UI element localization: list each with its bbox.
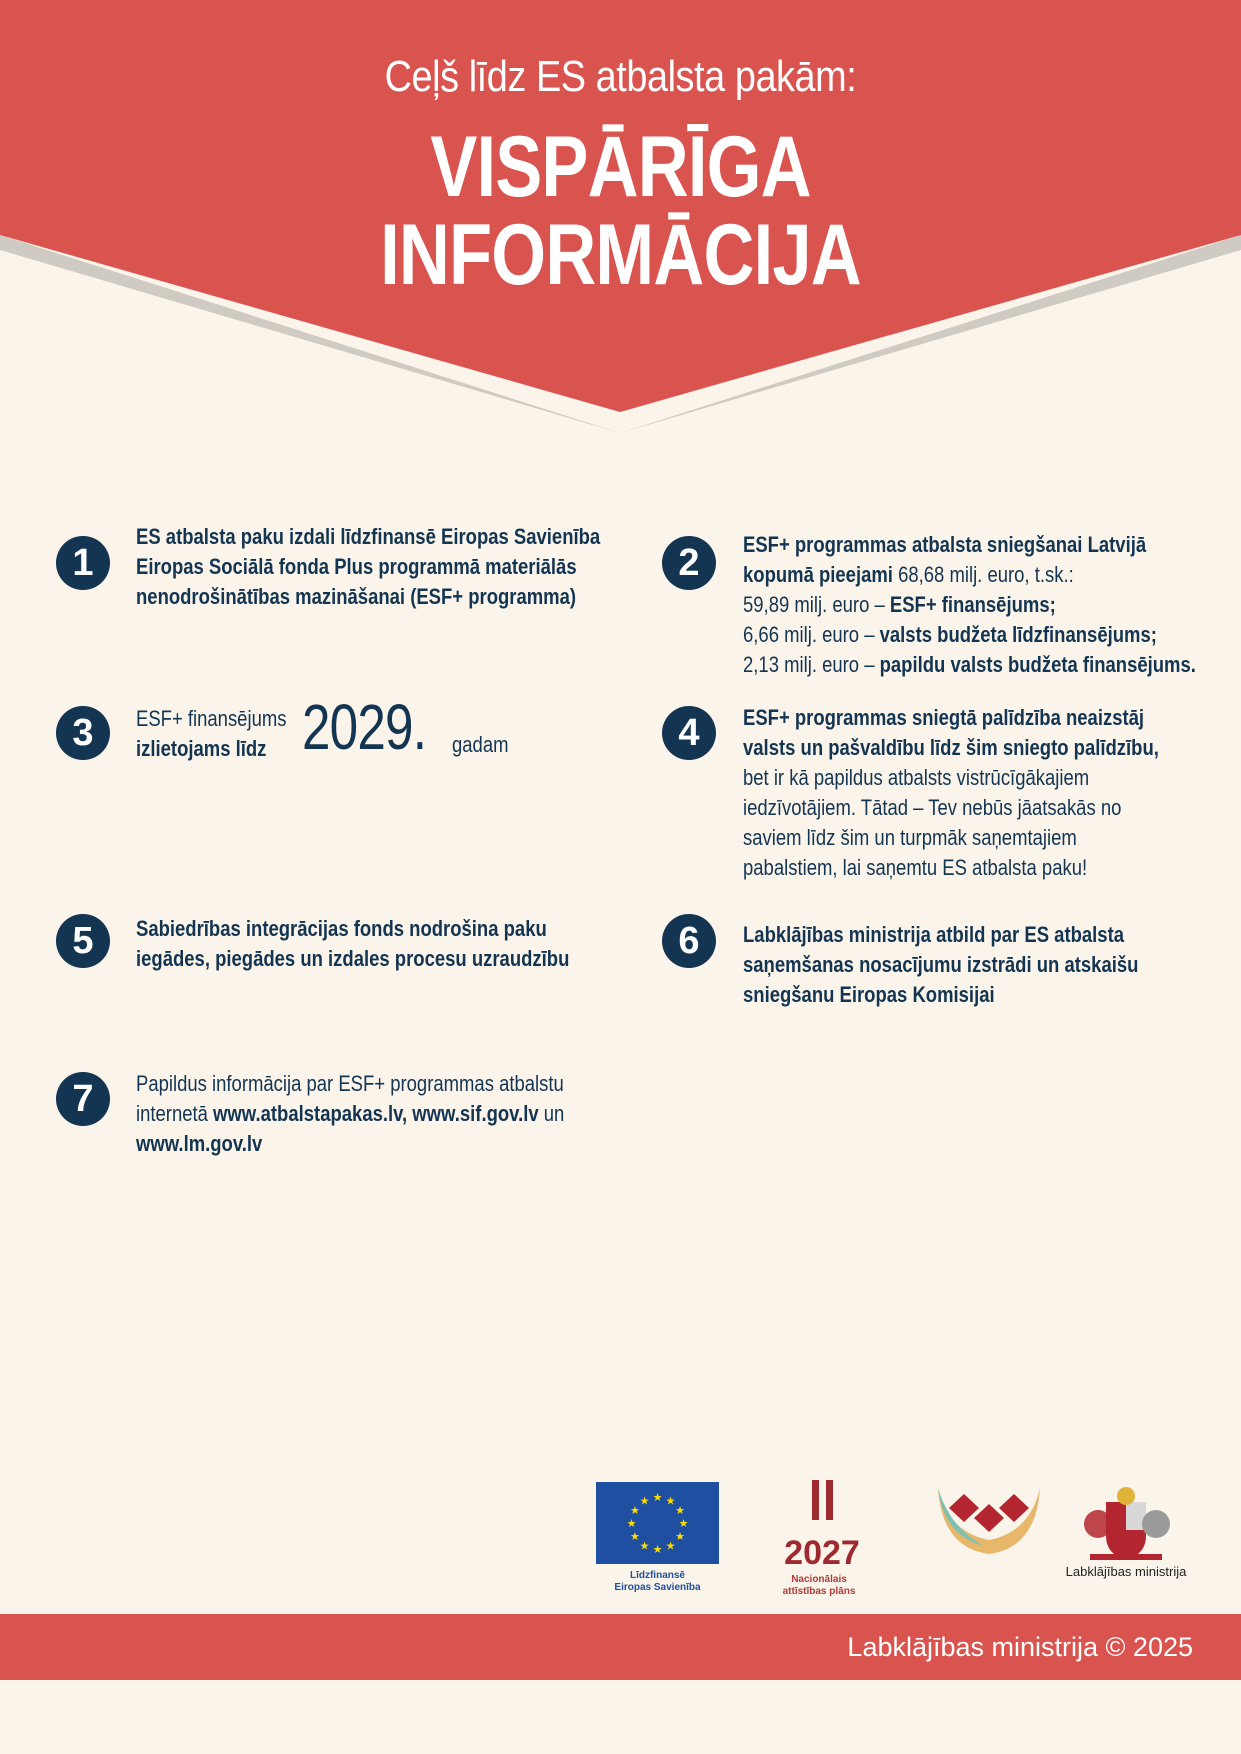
text-line <box>743 950 1138 980</box>
text-line <box>743 980 1138 1010</box>
text-segment: 68,68 milj. euro, t.sk.: <box>892 562 1074 587</box>
info-text <box>136 1069 564 1159</box>
text-line <box>136 582 600 612</box>
national-plan-logo <box>774 1478 874 1574</box>
text-line <box>743 703 1159 733</box>
latvia-coat-of-arms-logo <box>1076 1480 1176 1564</box>
text-segment: ESF+ finansējums <box>136 706 287 731</box>
text-segment: Eiropas Sociālā fonda Plus programmā materiālās <box>136 554 577 579</box>
text-segment: iegādes, piegādes un izdales procesu uzraudzību <box>136 946 570 971</box>
footer-copyright: Labklājības ministrija © 2025 <box>847 1632 1193 1662</box>
text-line <box>743 560 1196 590</box>
eu-star-icon: ★ <box>630 1505 640 1517</box>
text-segment: valsts budžeta līdzfinansējums; <box>879 622 1157 647</box>
national-plan-year: 2027 <box>784 1534 860 1572</box>
text-line <box>743 793 1159 823</box>
eu-star-icon: ★ <box>639 1495 650 1508</box>
eu-star-icon: ★ <box>630 1531 640 1543</box>
deadline-year: 2029. <box>302 691 427 763</box>
text-segment: saņemšanas nosacījumu izstrādi un atskaišu <box>743 952 1139 977</box>
text-segment: 2,13 milj. euro – <box>743 652 880 677</box>
number-badge: 7 <box>56 1072 110 1126</box>
text-segment: 59,89 milj. euro – <box>743 592 890 617</box>
eu-star-icon: ★ <box>675 1531 685 1543</box>
text-segment: ESF+ finansējums; <box>889 592 1056 617</box>
number-badge: 1 <box>56 536 110 590</box>
text-line <box>743 763 1159 793</box>
text-segment: 6,66 milj. euro – <box>743 622 880 647</box>
text-line <box>136 704 286 734</box>
text-segment: www.atbalstapakas.lv, www.sif.gov.lv <box>213 1101 539 1126</box>
national-plan-caption: Nacionālais attīstības plāns <box>782 1574 856 1597</box>
deadline-year-suffix: gadam <box>452 732 509 757</box>
eu-star-icon: ★ <box>652 1544 663 1556</box>
text-line <box>743 590 1196 620</box>
text-segment: valsts un pašvaldību līdz šim sniegto palīdzību, <box>743 735 1159 760</box>
header-title-line-1: VISPĀRĪGA <box>430 119 811 215</box>
text-line <box>743 650 1196 680</box>
text-line <box>136 1099 564 1129</box>
footer-bar <box>0 1614 1241 1680</box>
text-segment: ES atbalsta paku izdali līdzfinansē Eiropas Savienība <box>136 524 601 549</box>
eu-star-icon: ★ <box>626 1518 637 1530</box>
text-segment: iedzīvotājiem. Tātad – Tev nebūs jāatsakās no <box>743 795 1122 820</box>
eu-star-icon: ★ <box>639 1540 650 1553</box>
text-line <box>136 522 600 552</box>
info-text <box>743 920 1138 1010</box>
number-badge: 3 <box>56 706 110 760</box>
text-segment: Sabiedrības integrācijas fonds nodrošina paku <box>136 916 547 941</box>
eu-caption: Līdzfinansē Eiropas Savienība <box>614 1570 701 1593</box>
text-segment: nenodrošinātības mazināšanai (ESF+ programma) <box>136 584 577 609</box>
info-text <box>743 530 1196 680</box>
text-segment: internetā <box>136 1101 214 1126</box>
text-line <box>136 1129 564 1159</box>
text-line <box>743 733 1159 763</box>
text-segment: kopumā pieejami <box>743 562 893 587</box>
text-line <box>136 914 569 944</box>
text-line <box>136 734 286 764</box>
text-line <box>136 1069 564 1099</box>
text-line <box>136 552 600 582</box>
text-segment: pabalstiem, lai saņemtu ES atbalsta paku! <box>743 855 1088 880</box>
text-segment: Papildus informācija par ESF+ programmas atbalstu <box>136 1071 564 1096</box>
text-segment: Labklājības ministrija atbild par ES atbalsta <box>743 922 1125 947</box>
info-text <box>136 914 569 974</box>
text-segment: izlietojams līdz <box>136 736 267 761</box>
eu-star-icon: ★ <box>665 1540 676 1553</box>
text-line <box>743 620 1196 650</box>
info-text <box>136 522 600 612</box>
number-badge: 4 <box>662 706 716 760</box>
sif-logo <box>934 1484 1044 1558</box>
text-segment: ESF+ programmas atbalsta sniegšanai Latvijā <box>743 532 1147 557</box>
text-line <box>743 853 1159 883</box>
eu-stars-icon <box>596 1482 719 1564</box>
text-segment: bet ir kā papildus atbalsts vistrūcīgākajiem <box>743 765 1090 790</box>
text-line <box>136 944 569 974</box>
text-segment: ESF+ programmas sniegtā palīdzība neaizstāj <box>743 705 1145 730</box>
number-badge: 2 <box>662 536 716 590</box>
number-badge: 6 <box>662 914 716 968</box>
text-segment: papildu valsts budžeta finansējums. <box>879 652 1196 677</box>
eu-flag-logo <box>596 1482 719 1564</box>
header-title-line-2: INFORMĀCIJA <box>380 207 861 303</box>
text-line <box>743 823 1159 853</box>
eu-star-icon: ★ <box>678 1518 689 1530</box>
eu-star-icon: ★ <box>652 1492 663 1504</box>
info-text <box>136 704 286 764</box>
text-segment: www.lm.gov.lv <box>136 1131 263 1156</box>
text-line <box>743 530 1196 560</box>
text-segment: saviem līdz šim un turpmāk saņemtajiem <box>743 825 1077 850</box>
eu-star-icon: ★ <box>665 1495 676 1508</box>
text-segment: sniegšanu Eiropas Komisijai <box>743 982 995 1007</box>
number-badge: 5 <box>56 914 110 968</box>
ministry-caption: Labklājības ministrija <box>1065 1564 1187 1579</box>
partner-logos <box>596 1478 1196 1598</box>
header-subtitle: Ceļš līdz ES atbalsta pakām: <box>384 52 857 101</box>
text-line <box>743 920 1138 950</box>
eu-star-icon: ★ <box>675 1505 685 1517</box>
text-segment: un <box>538 1101 565 1126</box>
info-text <box>743 703 1159 883</box>
